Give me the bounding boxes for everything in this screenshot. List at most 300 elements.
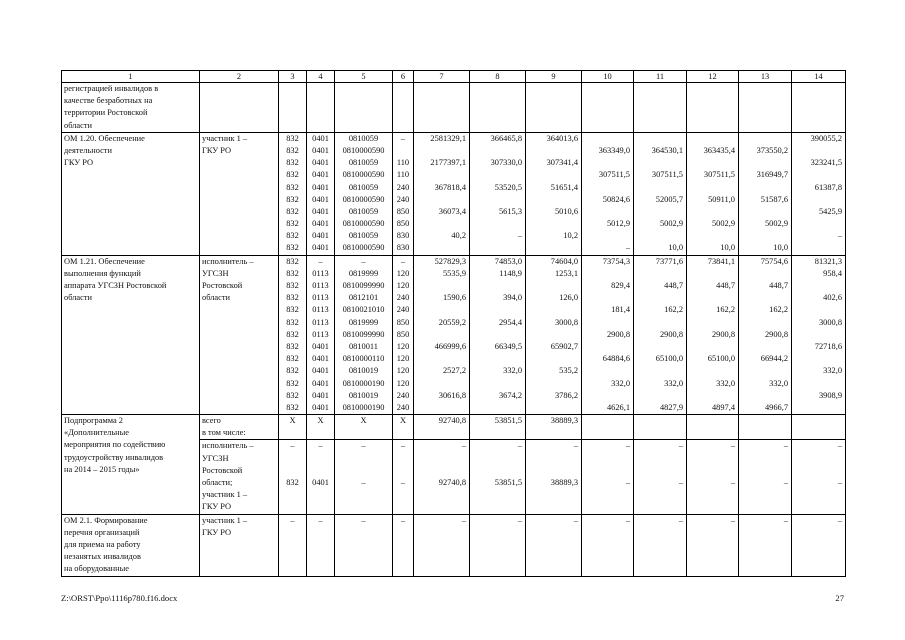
col-header: 8	[470, 71, 526, 83]
cell-line	[636, 390, 683, 402]
cell-line: ГКУ РО	[64, 158, 94, 168]
cell-line: 64884,6	[602, 354, 630, 364]
cell-line: 832	[286, 305, 299, 315]
cell-line: –	[318, 256, 323, 266]
cell-line: 5615,3	[498, 206, 522, 216]
year-2017-value	[634, 132, 687, 255]
cell-line	[689, 206, 735, 218]
cell-line: 4827,9	[659, 402, 683, 412]
cell-line: –	[400, 133, 406, 143]
cell-line: ГКУ РО	[202, 145, 232, 155]
cell-line	[741, 317, 788, 329]
cell-line: УГСЗН	[202, 268, 229, 278]
cell-line: 240	[396, 182, 410, 192]
cell-line: 240	[396, 402, 410, 412]
column-number-row	[62, 71, 846, 83]
cell-line: области;	[202, 478, 233, 488]
cell-line	[528, 280, 578, 292]
cell-line: 240	[396, 293, 410, 303]
cell-line: –	[573, 515, 578, 525]
cell-line: 38889,3	[550, 478, 578, 488]
cell-line: 65100,0	[707, 354, 735, 364]
cell-line: всего	[202, 416, 221, 426]
cell-line: –	[517, 231, 522, 241]
cell-line: 850	[396, 317, 410, 327]
cell-line: области	[64, 120, 92, 130]
section-code	[307, 255, 335, 414]
cell-line: –	[517, 441, 522, 451]
cell-line	[528, 218, 578, 230]
year-2020-value	[792, 83, 846, 133]
cell-line: 0401	[312, 478, 329, 488]
cell-line: –	[361, 478, 366, 488]
total-value	[414, 255, 470, 414]
cell-line	[689, 292, 735, 304]
total-value	[414, 132, 470, 255]
cell-line	[689, 390, 735, 402]
row-label	[62, 415, 200, 515]
cell-line: аппарата УГСЗН Ростовской	[64, 281, 167, 290]
cell-line	[416, 242, 466, 254]
cell-line: 3786,2	[554, 390, 578, 400]
cell-line: –	[837, 478, 842, 488]
cell-line: 390055,2	[810, 133, 842, 143]
cell-line	[741, 230, 788, 242]
cell-line: 65902,7	[550, 341, 578, 351]
cell-line: деятельности	[64, 145, 112, 155]
expense-type	[393, 415, 414, 440]
year-2016-value	[582, 514, 634, 576]
year-2015-value	[526, 415, 582, 440]
cell-line	[741, 453, 788, 465]
row-label	[62, 132, 200, 255]
cell-line: 2527,2	[442, 366, 466, 376]
cell-line: 307330,0	[490, 158, 522, 168]
cell-line: 0113	[312, 268, 329, 278]
year-2020-value	[792, 132, 846, 255]
cell-line: 373550,2	[756, 145, 788, 155]
year-2019-value	[739, 415, 792, 440]
cell-line: 332,0	[503, 366, 522, 376]
cell-line	[741, 133, 788, 145]
grbs-code	[279, 440, 307, 514]
cell-line	[528, 453, 578, 465]
cell-line: 0810059	[348, 231, 379, 241]
col-header: 14	[792, 71, 846, 83]
year-2015-value	[526, 440, 582, 514]
cell-line: 0401	[312, 366, 329, 376]
cell-line	[281, 453, 304, 465]
cell-line: 0810021010	[342, 305, 385, 315]
cell-line: –	[783, 441, 788, 451]
cell-line: 0810099990	[342, 329, 385, 339]
cell-line: 120	[396, 268, 410, 278]
cell-line: 0810099990	[342, 281, 385, 290]
cell-line	[741, 465, 788, 477]
cell-line: 20559,2	[438, 317, 466, 327]
cell-line: –	[361, 515, 366, 525]
cell-line	[337, 453, 390, 465]
cell-line	[472, 378, 522, 390]
year-2019-value	[739, 514, 792, 576]
cell-line	[309, 453, 332, 465]
cell-line: 0401	[312, 194, 329, 204]
cell-line: 2900,8	[606, 329, 630, 339]
cell-line	[472, 218, 522, 230]
cell-line	[794, 169, 842, 181]
cell-line: 30616,8	[438, 390, 466, 400]
target-code	[335, 255, 393, 414]
cell-line: 1253,1	[554, 268, 578, 278]
cell-line	[472, 329, 522, 341]
year-2018-value	[687, 415, 739, 440]
table-row	[62, 132, 846, 255]
col-header: 7	[414, 71, 470, 83]
footer-page-number: 27	[835, 593, 844, 603]
year-2017-value	[634, 83, 687, 133]
cell-line: 332,0	[823, 366, 842, 376]
cell-line: 120	[396, 378, 410, 388]
year-2018-value	[687, 83, 739, 133]
cell-line: 2581329,1	[430, 133, 466, 143]
cell-line: территории Ростовской	[64, 108, 148, 118]
cell-line: 110	[396, 170, 410, 180]
row-label	[62, 83, 200, 133]
cell-line: 74604,0	[550, 256, 578, 266]
cell-line: 5002,9	[764, 219, 788, 229]
year-2015-value	[526, 83, 582, 133]
cell-line: 2900,8	[764, 329, 788, 339]
cell-line: участник 1 –	[202, 515, 248, 525]
cell-line: –	[517, 515, 522, 525]
expense-type	[393, 514, 414, 576]
cell-line: 0812101	[348, 293, 379, 303]
cell-line: 240	[396, 194, 410, 204]
cell-line: 2954,4	[498, 317, 522, 327]
cell-line: качестве безработных на	[64, 96, 153, 106]
year-2016-value	[582, 255, 634, 414]
cell-line: 0401	[312, 133, 329, 143]
cell-line	[416, 280, 466, 292]
cell-line: 53520,5	[494, 182, 522, 192]
year-2014-value	[470, 440, 526, 514]
expense-type	[393, 440, 414, 514]
year-2014-value	[470, 132, 526, 255]
cell-line	[395, 453, 411, 465]
cell-line: 366465,8	[490, 133, 522, 143]
footer-file-path: Z:\ORST\Ppo\1116p780.f16.docx	[61, 593, 178, 603]
cell-line: 307511,5	[598, 170, 630, 180]
cell-line: исполнитель –	[202, 441, 254, 451]
cell-line	[584, 365, 630, 377]
cell-line: ОМ 2.1. Формирование	[64, 515, 148, 525]
cell-line: 66944,2	[760, 354, 788, 364]
cell-line: –	[837, 231, 842, 241]
cell-line: –	[730, 478, 735, 488]
cell-line: 0401	[312, 182, 329, 192]
cell-line: перечня организаций	[64, 527, 140, 537]
cell-line	[528, 304, 578, 316]
cell-line: 4897,4	[711, 402, 735, 412]
year-2015-value	[526, 514, 582, 576]
cell-line: «Дополнительные	[64, 428, 129, 438]
cell-line: 1590,6	[442, 293, 466, 303]
cell-line: 0401	[312, 170, 329, 180]
cell-line	[309, 465, 332, 477]
cell-line	[416, 145, 466, 157]
cell-line	[689, 365, 735, 377]
cell-line	[472, 194, 522, 206]
cell-line: 92740,8	[438, 416, 466, 426]
cell-line: 73771,6	[655, 256, 683, 266]
cell-line	[636, 365, 683, 377]
cell-line: 10,2	[563, 231, 578, 241]
cell-line: УГСЗН	[202, 453, 229, 463]
cell-line: 832	[286, 378, 299, 388]
col-header: 5	[335, 71, 393, 83]
cell-line: 2177397,1	[430, 158, 466, 168]
cell-line: 448,7	[664, 281, 683, 290]
cell-line: 5535,9	[442, 268, 466, 278]
cell-line: 0810019	[348, 366, 379, 376]
total-value	[414, 514, 470, 576]
total-value	[414, 440, 470, 514]
cell-line	[584, 453, 630, 465]
cell-line: 2900,8	[711, 329, 735, 339]
year-2017-value	[634, 415, 687, 440]
cell-line	[636, 133, 683, 145]
cell-line: –	[461, 441, 466, 451]
cell-line: 0819999	[348, 317, 379, 327]
cell-line: 61387,8	[814, 182, 842, 192]
target-code	[335, 83, 393, 133]
year-2014-value	[470, 415, 526, 440]
cell-line: в том числе:	[202, 428, 246, 438]
total-value	[414, 83, 470, 133]
cell-line: 832	[286, 354, 299, 364]
cell-line: 40,2	[451, 231, 466, 241]
cell-line: 0810000110	[342, 354, 385, 364]
cell-line: незанятых инвалидов	[64, 552, 141, 562]
cell-line	[584, 230, 630, 242]
cell-line: Ростовской	[202, 465, 243, 475]
cell-line	[528, 329, 578, 341]
cell-line: 832	[286, 219, 299, 229]
cell-line: 0810000190	[342, 402, 385, 412]
cell-line: 402,6	[823, 293, 842, 303]
cell-line: 3674,2	[498, 390, 522, 400]
cell-line: 162,2	[664, 305, 683, 315]
cell-line: 0401	[312, 402, 329, 412]
cell-line: Ростовской	[202, 281, 243, 290]
cell-line: –	[361, 256, 366, 266]
cell-line: области	[202, 293, 230, 303]
cell-line	[584, 133, 630, 145]
cell-line	[794, 453, 842, 465]
cell-line: 832	[286, 206, 299, 216]
cell-line: 53851,5	[494, 478, 522, 488]
year-2018-value	[687, 255, 739, 414]
cell-line: 832	[286, 478, 299, 488]
cell-line: 323241,5	[810, 158, 842, 168]
cell-line	[472, 304, 522, 316]
cell-line: X	[360, 416, 367, 426]
cell-line	[528, 194, 578, 206]
cell-line	[636, 292, 683, 304]
cell-line: 126,0	[559, 293, 578, 303]
cell-line: –	[625, 243, 630, 253]
cell-line: ОМ 1.20. Обеспечение	[64, 133, 145, 143]
cell-line: 3000,8	[818, 317, 842, 327]
cell-line: 0401	[312, 390, 329, 400]
cell-line: 240	[396, 305, 410, 315]
cell-line: 830	[396, 231, 410, 241]
cell-line: –	[837, 515, 842, 525]
cell-line: 0113	[312, 329, 329, 339]
cell-line: –	[461, 515, 466, 525]
cell-line	[794, 353, 842, 365]
cell-line: 0810000590	[342, 243, 385, 253]
year-2018-value	[687, 440, 739, 514]
cell-line: 0401	[312, 243, 329, 253]
cell-line: 832	[286, 256, 299, 266]
cell-line	[528, 169, 578, 181]
cell-line	[794, 329, 842, 341]
section-code	[307, 415, 335, 440]
target-code	[335, 132, 393, 255]
cell-line	[584, 390, 630, 402]
cell-line: 4966,7	[764, 402, 788, 412]
row-executor	[200, 514, 279, 576]
row-executor	[200, 83, 279, 133]
expense-type	[393, 132, 414, 255]
cell-line: 307511,5	[651, 170, 683, 180]
cell-line: 0401	[312, 378, 329, 388]
cell-line: –	[318, 441, 323, 451]
year-2018-value	[687, 514, 739, 576]
cell-line	[636, 206, 683, 218]
cell-line	[416, 218, 466, 230]
cell-line	[472, 280, 522, 292]
row-executor	[200, 415, 279, 440]
cell-line: 832	[286, 329, 299, 339]
row-executor	[200, 440, 279, 514]
cell-line: 316949,7	[756, 170, 788, 180]
cell-line: 0401	[312, 341, 329, 351]
cell-line: 120	[396, 366, 410, 376]
grbs-code	[279, 415, 307, 440]
cell-line	[636, 317, 683, 329]
cell-line: –	[400, 256, 406, 266]
col-header: 2	[200, 71, 279, 83]
cell-line	[528, 242, 578, 254]
cell-line: –	[783, 515, 788, 525]
cell-line: 73754,3	[602, 256, 630, 266]
cell-line: 332,0	[769, 378, 788, 388]
cell-line: для приема на работу	[64, 540, 141, 550]
cell-line	[416, 402, 466, 414]
expense-type	[393, 83, 414, 133]
cell-line	[636, 157, 683, 169]
cell-line: 527829,3	[434, 256, 466, 266]
year-2016-value	[582, 83, 634, 133]
cell-line: 36073,4	[438, 206, 466, 216]
cell-line: 448,7	[716, 281, 735, 290]
cell-line	[528, 378, 578, 390]
cell-line: 363349,0	[598, 145, 630, 155]
cell-line	[584, 317, 630, 329]
cell-line: –	[730, 515, 735, 525]
cell-line: 307341,4	[546, 158, 578, 168]
cell-line: 72718,6	[814, 341, 842, 351]
cell-line: 364013,6	[546, 133, 578, 143]
cell-line: –	[318, 515, 323, 525]
cell-line: трудоустройству инвалидов	[64, 452, 164, 462]
cell-line: 162,2	[716, 305, 735, 315]
cell-line: 0810000190	[342, 378, 385, 388]
cell-line	[528, 353, 578, 365]
cell-line	[416, 453, 466, 465]
grbs-code	[279, 132, 307, 255]
cell-line: 832	[286, 402, 299, 412]
cell-line: 958,4	[823, 268, 842, 278]
cell-line: 364530,1	[651, 145, 683, 155]
cell-line: 832	[286, 231, 299, 241]
cell-line	[689, 268, 735, 280]
table-row	[62, 83, 846, 133]
cell-line: 0819999	[348, 268, 379, 278]
cell-line	[741, 268, 788, 280]
cell-line: мероприятия по содействию	[64, 440, 166, 450]
col-header: 13	[739, 71, 792, 83]
row-executor	[200, 255, 279, 414]
cell-line: 110	[396, 158, 410, 168]
cell-line: –	[730, 441, 735, 451]
cell-line	[741, 365, 788, 377]
cell-line	[416, 169, 466, 181]
cell-line: 5002,9	[711, 219, 735, 229]
table-row	[62, 514, 846, 576]
cell-line: 832	[286, 281, 299, 290]
cell-line: 832	[286, 390, 299, 400]
cell-line: 0401	[312, 206, 329, 216]
cell-line	[416, 465, 466, 477]
cell-line: 332,0	[664, 378, 683, 388]
cell-line: 120	[396, 341, 410, 351]
cell-line: X	[289, 416, 296, 426]
col-header: 12	[687, 71, 739, 83]
cell-line: 3908,9	[818, 390, 842, 400]
grbs-code	[279, 83, 307, 133]
cell-line: 1148,9	[499, 268, 522, 278]
cell-line: 832	[286, 268, 299, 278]
cell-line: 832	[286, 170, 299, 180]
cell-line	[584, 206, 630, 218]
cell-line: –	[290, 515, 295, 525]
cell-line: 120	[396, 281, 410, 290]
cell-line: 832	[286, 366, 299, 376]
cell-line	[741, 292, 788, 304]
year-2016-value	[582, 132, 634, 255]
year-2020-value	[792, 440, 846, 514]
cell-line: 0810059	[348, 158, 379, 168]
cell-line: 832	[286, 145, 299, 155]
cell-line: 363435,4	[703, 145, 735, 155]
cell-line	[636, 230, 683, 242]
col-header: 1	[62, 71, 200, 83]
col-header: 11	[634, 71, 687, 83]
cell-line: 92740,8	[438, 478, 466, 488]
